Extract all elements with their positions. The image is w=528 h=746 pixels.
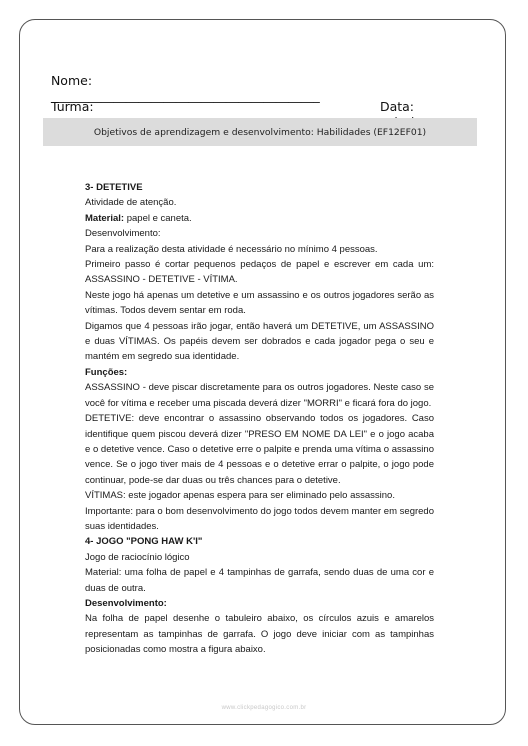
paragraph: DETETIVE: deve encontrar o assassino observando todos os jogadores. Caso identifique quem piscou deverá dizer "PRESO EM NOME DA LEI" e o jogo acaba e o detetive vence. Caso o detetive erre o palpite e prenda uma vítima o assassino vence. Se o jogo tiver mais de 4 pessoas e o detetive errar o palpite, o jogo pode continuar, pode-se dar duas ou três chances para o detetive. [85,413,434,486]
footer-url: www.clickpedagogico.com.br [221,705,307,711]
banner-text: Objetivos de aprendizagem e desenvolvimento: Habilidades (EF12EF01) [93,126,427,138]
paragraph: Importante: para o bom desenvolvimento do jogo todos devem manter em segredo suas identidades. [85,505,434,532]
section-title-detetive: 3- DETETIVE [85,182,143,193]
development-label-2: Desenvolvimento: [85,597,167,609]
paragraph: Primeiro passo é cortar pequenos pedaços de papel e escrever em cada um: ASSASSINO - DETETIVE - VÍTIMA. [85,259,434,286]
material-label: Material: [85,212,125,224]
name-label: Nome: [50,73,93,88]
paragraph: VÍTIMAS: este jogador apenas espera para ser eliminado pelo assassino. [85,490,395,502]
activity-content [85,180,434,658]
section-title-pong: 4- JOGO "PONG HAW K'I" [85,536,203,548]
material-text: papel e caneta. [124,212,192,224]
development-label: Desenvolvimento: [85,228,161,240]
date-label: Data: [379,99,415,114]
paragraph: Material: uma folha de papel e 4 tampinhas de garrafa, sendo duas de uma cor e duas de outra. [85,567,434,594]
paragraph: Neste jogo há apenas um detetive e um assassino e os outros jogadores serão as vítimas. Todos devem sentar em roda. [85,289,434,317]
logic-text: Jogo de raciocínio lógico [85,551,190,563]
paragraph: ASSASSINO - deve piscar discretamente para os outros jogadores. Neste caso se você for vítima e receber uma piscada deverá dizer "MORRI" e ficará fora do jogo. [85,382,434,409]
class-label: Turma: [50,99,94,114]
paragraph: Digamos que 4 pessoas irão jogar, então haverá um DETETIVE, um ASSASSINO e duas VÍTIMAS. Os papéis devem ser dobrados e cada jogador pega o seu e mantém em segredo sua identidade. [85,320,434,363]
skills-banner [43,118,477,146]
paragraph: Na folha de papel desenhe o tabuleiro abaixo, os círculos azuis e amarelos representam as tampinhas de garrafa. O jogo deve iniciar com as tampinhas posicionadas como mostra a figura abaixo. [85,613,434,656]
material-line [85,211,434,226]
functions-label: Funções: [85,366,128,378]
name-blank: ___________________________________________ [50,88,320,103]
attention-text: Atividade de atenção. [85,197,177,209]
paragraph: Para a realização desta atividade é necessário no mínimo 4 pessoas. [85,243,378,255]
